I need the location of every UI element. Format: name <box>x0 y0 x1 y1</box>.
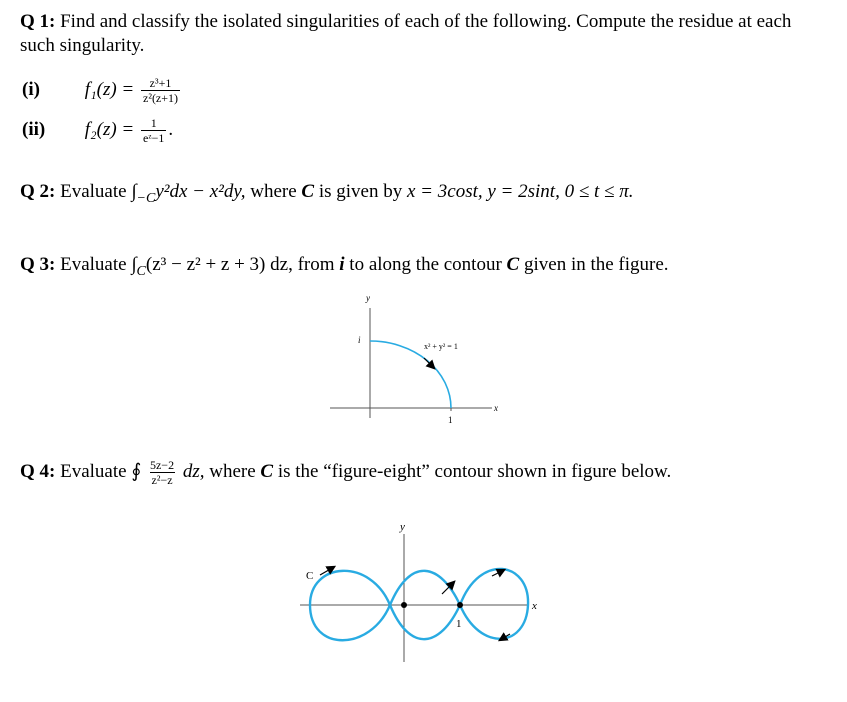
part-i-func: f₁(z) = <box>84 78 135 100</box>
q3-line <box>20 253 669 284</box>
q3-arrow <box>424 358 434 368</box>
q3-i: i <box>339 254 345 275</box>
q1-line1 <box>20 10 791 34</box>
q1-part-i <box>22 76 182 105</box>
q2-where: where <box>250 181 297 202</box>
q2-prefix: Evaluate <box>60 181 127 202</box>
q4-x-label: x <box>532 600 537 612</box>
q2-line <box>20 180 633 211</box>
q4-fraction <box>148 458 176 487</box>
q4-c-label: C <box>306 570 314 582</box>
q1-text: Find and classify the isolated singularities of each of the following. Compute the residue at each <box>60 11 792 32</box>
part-ii-tail: . <box>168 118 174 140</box>
q3-prefix: Evaluate <box>60 254 127 275</box>
q4-y-label: y <box>400 521 405 533</box>
q3-label: Q 3: <box>20 254 56 275</box>
q2-integrand: y²dx − x²dy, <box>155 181 246 202</box>
q2-C: C <box>301 181 315 202</box>
q2-integral: ∫ <box>131 181 137 202</box>
q3-C: C <box>506 254 520 275</box>
q3-integrand: (z³ − z² + z + 3) dz, <box>145 254 293 275</box>
q3-sub: C <box>136 263 146 279</box>
q3-i-label: i <box>358 335 361 345</box>
q3-one-label: 1 <box>448 415 453 425</box>
q4-label: Q 4: <box>20 460 56 482</box>
part-i-denominator: z²(z+1) <box>143 91 179 105</box>
q4-arrow-right-top <box>492 570 504 576</box>
part-ii-fraction <box>141 116 166 145</box>
q4-C: C <box>260 460 274 482</box>
q4-dz: dz, <box>182 460 205 482</box>
q1-text2: such singularity. <box>20 35 145 56</box>
part-ii-numerator: 1 <box>150 116 157 130</box>
q2-sub: −C <box>136 190 156 206</box>
part-ii-label: (ii) <box>22 118 46 140</box>
q4-denominator: z²−z <box>151 473 173 487</box>
part-i-label: (i) <box>22 78 40 100</box>
q1-label: Q 1: <box>20 11 56 32</box>
q2-param: x = 3cost, y = 2sint, 0 ≤ t ≤ π. <box>407 181 634 202</box>
q4-origin-point <box>401 602 407 608</box>
part-i-numerator: z³+1 <box>149 76 172 90</box>
q3-y-label: y <box>366 293 370 303</box>
q3-rest2: given in the figure. <box>523 254 669 275</box>
q3-x-label: x <box>494 403 498 413</box>
q4-prefix: Evaluate <box>60 460 127 482</box>
q4-numerator: 5z−2 <box>149 458 175 472</box>
q4-point-1 <box>457 602 463 608</box>
q3-rest1: to along the contour <box>349 254 502 275</box>
q4-one-label: 1 <box>456 618 462 630</box>
q4-figure <box>290 512 560 662</box>
part-i-fraction <box>141 76 180 105</box>
q4-line <box>20 458 671 487</box>
q3-integral: ∫ <box>131 254 137 275</box>
q3-from: from <box>297 254 335 275</box>
q3-figure <box>320 288 520 438</box>
q2-given: is given by <box>318 181 403 202</box>
q4-where: where <box>209 460 256 482</box>
part-ii-func: f₂(z) = <box>84 118 135 140</box>
q4-rest: is the “figure-eight” contour shown in figure below. <box>277 460 672 482</box>
part-ii-denominator: eᶻ−1 <box>143 131 165 145</box>
q3-arc <box>370 341 451 408</box>
q1-part-ii <box>22 116 173 145</box>
q2-label: Q 2: <box>20 181 56 202</box>
q4-integral: ∮ <box>131 460 142 482</box>
q1-line2 <box>20 34 144 58</box>
q3-curve-label: x² + y² = 1 <box>424 342 458 351</box>
